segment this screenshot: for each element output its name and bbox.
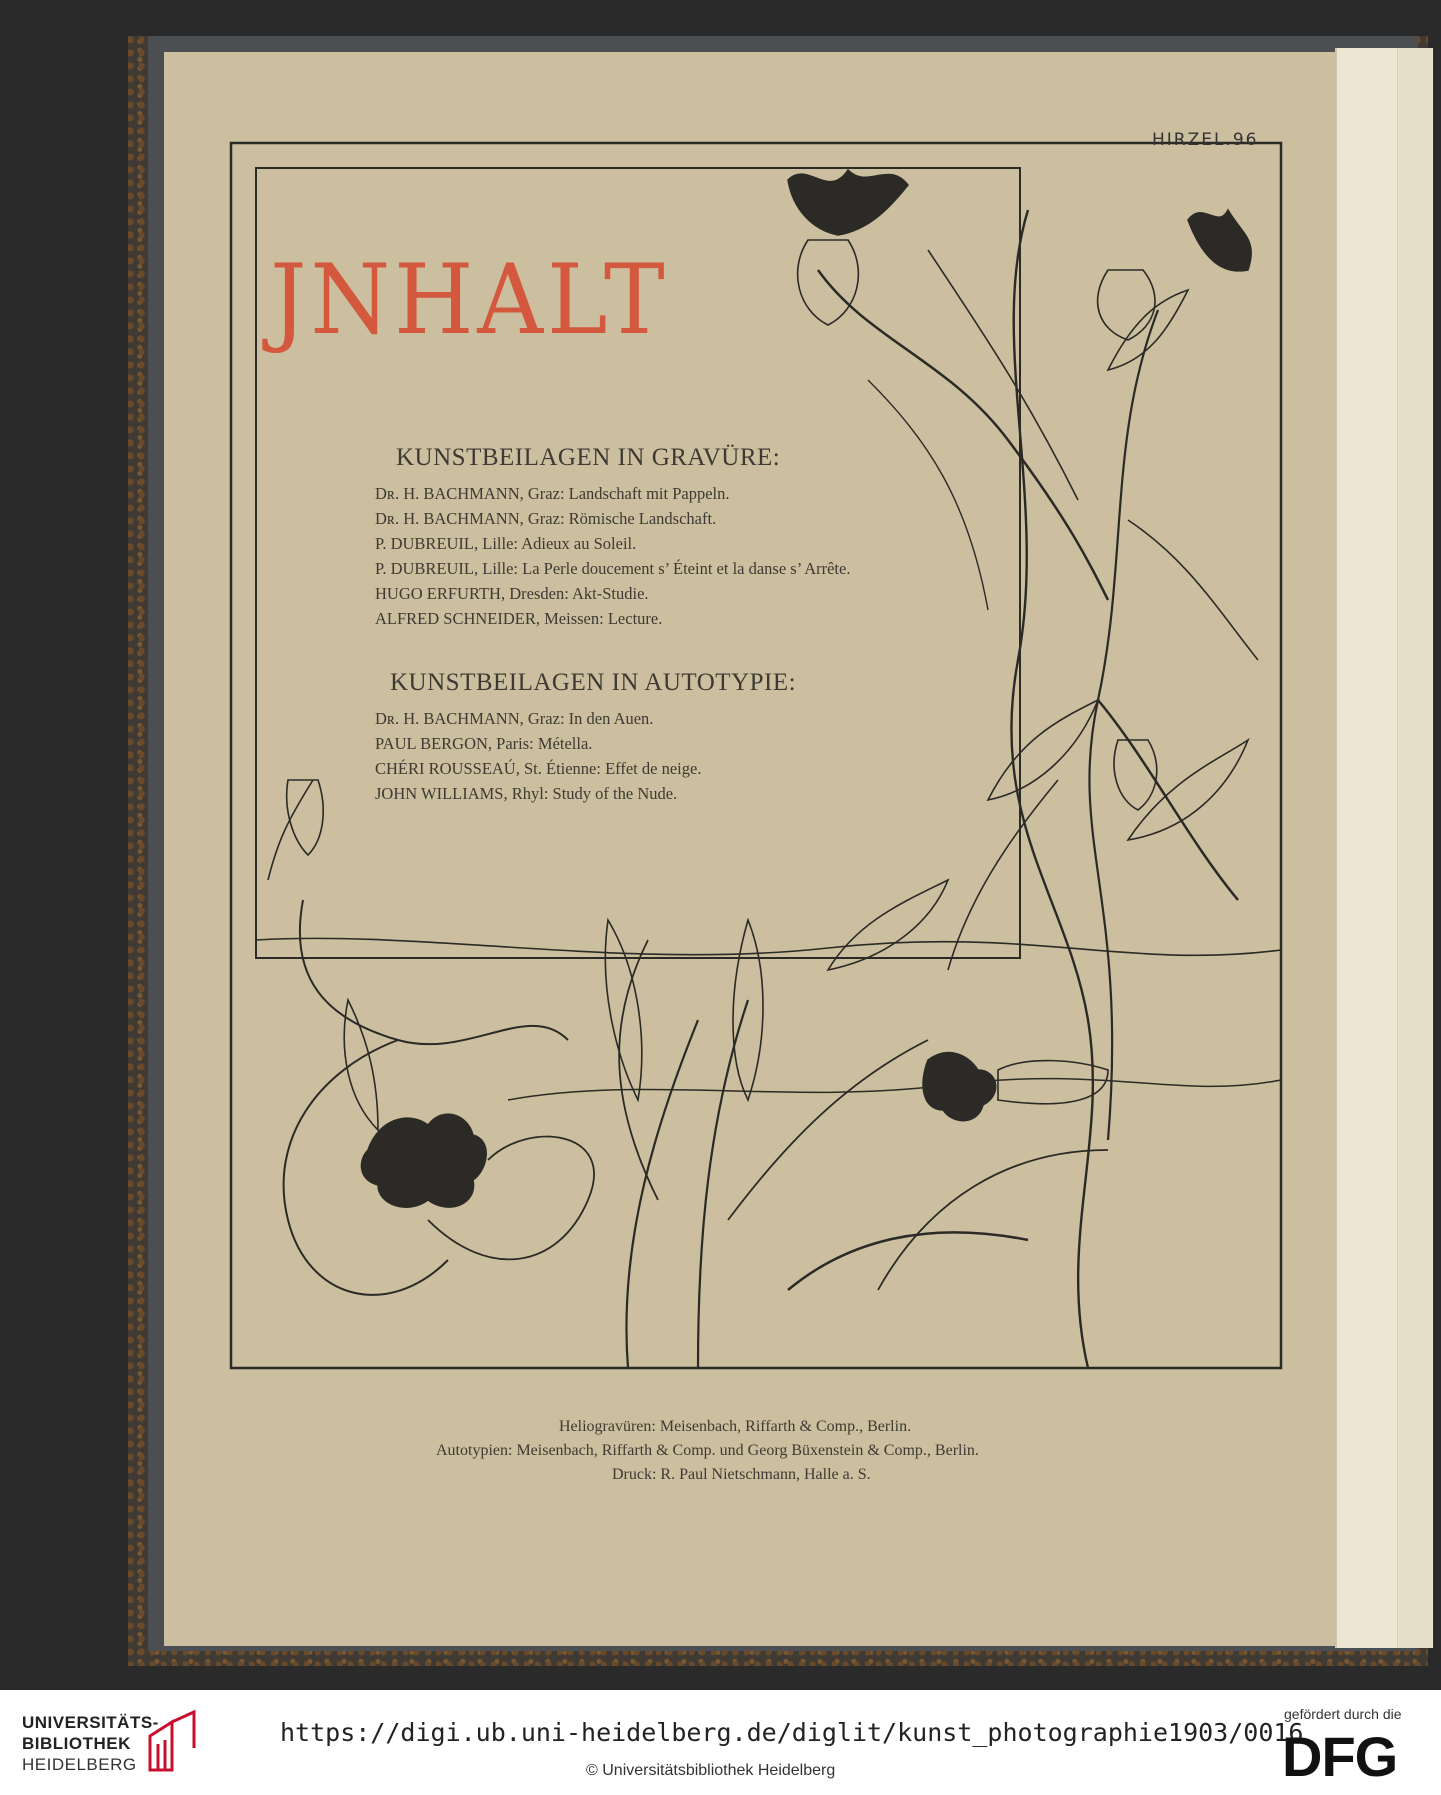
logo-line: UNIVERSITÄTS- [22, 1713, 159, 1732]
footer-line: Druck: R. Paul Nietschmann, Halle a. S. [612, 1466, 871, 1483]
permalink-url[interactable]: https://digi.ub.uni-heidelberg.de/diglit/kunst_photographie1903/0016 [280, 1718, 1304, 1747]
page-title: JNHALT [270, 244, 669, 356]
section-heading-gravure: KUNSTBEILAGEN IN GRAVÜRE: [396, 444, 781, 471]
funding-label: gefördert durch die [1284, 1706, 1402, 1722]
list-item: P. DUBREUIL, Lille: La Perle doucement s’ Éteint et la danse s’ Arrête. [375, 559, 851, 578]
list-item: Dʀ. H. BACHMANN, Graz: In den Auen. [375, 709, 654, 728]
list-item: Dʀ. H. BACHMANN, Graz: Landschaft mit Pappeln. [375, 484, 730, 503]
ub-heidelberg-logo-mark-icon [142, 1708, 202, 1778]
book-page [164, 52, 1336, 1646]
adjacent-pages [1335, 48, 1433, 1648]
logo-line: HEIDELBERG [22, 1755, 137, 1774]
list-item: CHÉRI ROUSSEAÚ, St. Étienne: Effet de neige. [375, 759, 702, 778]
copyright-notice: © Universitätsbibliothek Heidelberg [586, 1762, 836, 1779]
logo-line: BIBLIOTHEK [22, 1734, 131, 1753]
viewer-footer-bar [0, 1690, 1441, 1795]
list-item: P. DUBREUIL, Lille: Adieux au Soleil. [375, 534, 637, 553]
footer-line: Heliogravüren: Meisenbach, Riffarth & Comp., Berlin. [559, 1418, 912, 1435]
page-edge [1397, 48, 1432, 1648]
artist-signature: HIRZEL.96 [1152, 130, 1259, 150]
footer-line: Autotypien: Meisenbach, Riffarth & Comp. und Georg Büxenstein & Comp., Berlin. [436, 1442, 979, 1459]
list-item: JOHN WILLIAMS, Rhyl: Study of the Nude. [375, 784, 678, 803]
list-item: ALFRED SCHNEIDER, Meissen: Lecture. [375, 609, 663, 628]
list-item: PAUL BERGON, Paris: Métella. [375, 734, 593, 753]
dfg-logo[interactable]: DFG [1282, 1725, 1398, 1788]
ub-heidelberg-logo[interactable] [22, 1712, 159, 1775]
list-item: Dʀ. H. BACHMANN, Graz: Römische Landschaft. [375, 509, 717, 528]
section-heading-autotypie: KUNSTBEILAGEN IN AUTOTYPIE: [390, 669, 797, 696]
list-item: HUGO ERFURTH, Dresden: Akt-Studie. [375, 584, 649, 603]
